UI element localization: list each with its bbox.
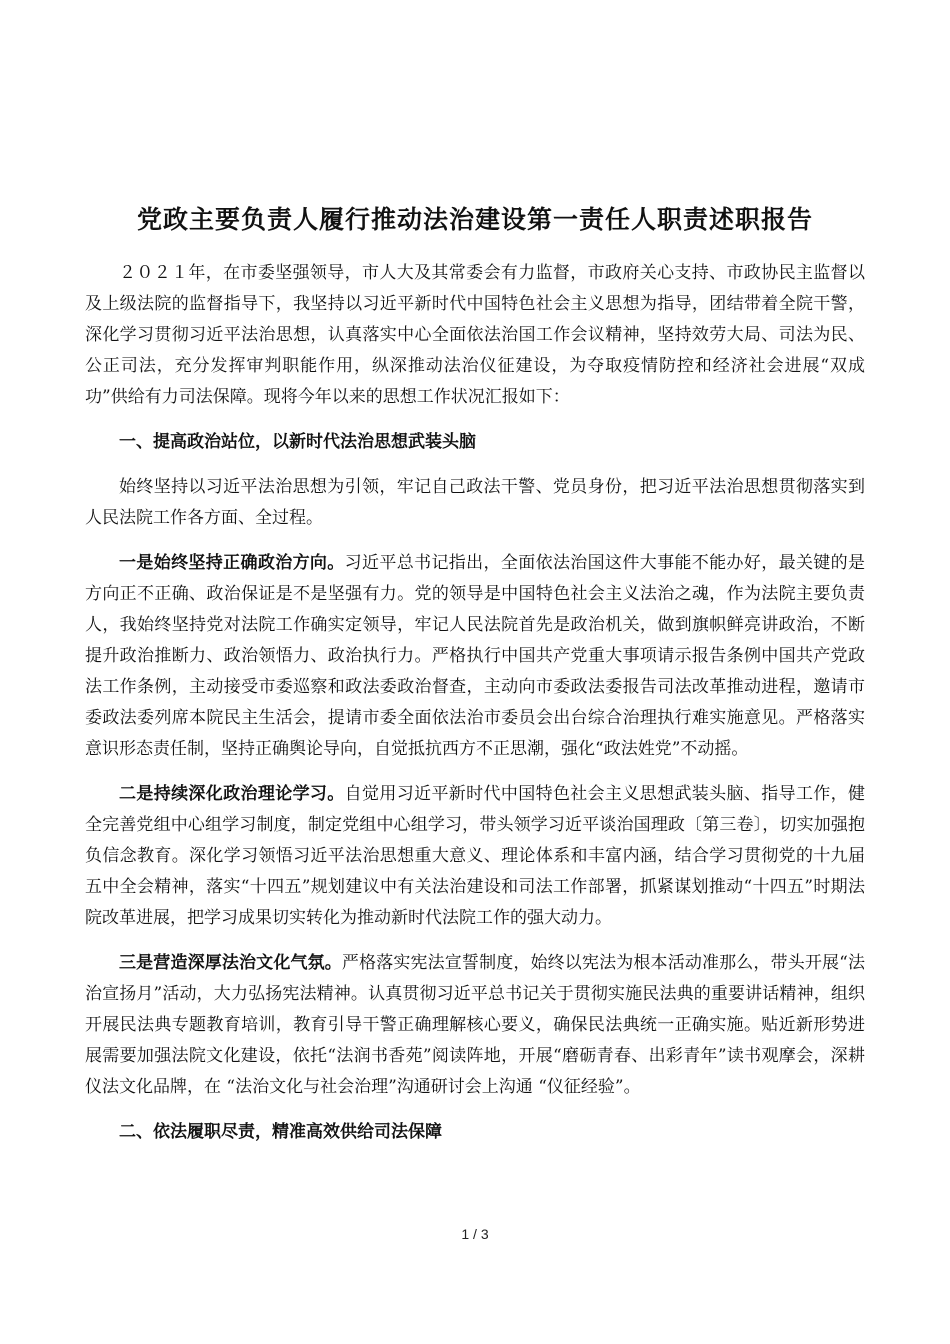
page-number: 1 / 3 [461,1226,489,1242]
section-1-point-3-paragraph [85,948,865,1103]
document-body [85,258,865,1162]
section-1-intro-paragraph: 始终坚持以习近平法治思想为引领，牢记自己政法干警、党员身份，把习近平法治思想贯彻落实到人民法院工作各方面、全过程。 [85,477,865,528]
section-1-point-2-paragraph [85,779,865,934]
document-title: 党政主要负责人履行推动法治建设第一责任人职责述职报告 [136,205,813,234]
section-1-heading: 一、提高政治站位，以新时代法治思想武装头脑 [119,432,476,452]
point-1-lead: 一是始终坚持正确政治方向。 [119,553,345,573]
point-2-text: 自觉用习近平新时代中国特色社会主义思想武装头脑、指导工作，健全完善党组中心组学习制度，制定党组中心组学习，带头领学习近平谈治国理政〔第三卷〕，切实加强抱负信念教育。深化学习领悟习近平法治思想重大意义、理论体系和丰富内涵，结合学习贯彻党的十九届五中全会精神，落实“十四五”规划建议中有关法治建设和司法工作部署，抓紧谋划推动“十四五”时期法院改革进展，把学习成果切实转化为推动新时代法院工作的强大动力。 [85,784,866,928]
point-2-lead: 二是持续深化政治理论学习。 [119,784,345,804]
section-2-heading: 二、依法履职尽责，精准高效供给司法保障 [119,1122,442,1142]
point-1-text: 习近平总书记指出，全面依法治国这件大事能不能办好，最关键的是方向正不正确、政治保证是不是坚强有力。党的领导是中国特色社会主义法治之魂，作为法院主要负责人，我始终坚持党对法院工作确实定领导，牢记人民法院首先是政治机关，做到旗帜鲜亮讲政治，不断提升政治推断力、政治领悟力、政治执行力。严格执行中国共产党重大事项请示报告条例中国共产党政法工作条例，主动接受市委巡察和政法委政治督查，主动向市委政法委报告司法改革推动进程，邀请市委政法委列席本院民主生活会，提请市委全面依法治市委员会出台综合治理执行难实施意见。严格落实意识形态责任制，坚持正确舆论导向，自觉抵抗西方不正思潮，强化“政法姓党”不动摇。 [85,553,866,759]
point-3-lead: 三是营造深厚法治文化气氛。 [119,953,342,973]
point-3-text: 严格落实宪法宣誓制度，始终以宪法为根本活动准那么，带头开展“法治宣扬月”活动，大力弘扬宪法精神。认真贯彻习近平总书记关于贯彻实施民法典的重要讲话精神，组织开展民法典专题教育培训，教育引导干警正确理解核心要义，确保民法典统一正确实施。贴近新形势进展需要加强法院文化建设，依托“法润书香苑”阅读阵地，开展“磨砺青春、出彩青年”读书观摩会，深耕仪法文化品牌，在 “法治文化与社会治理”沟通研讨会上沟通 “仪征经验”。 [85,953,865,1097]
section-1-point-1-paragraph [85,548,865,765]
intro-paragraph: ２０２１年，在市委坚强领导，市人大及其常委会有力监督，市政府关心支持、市政协民主监督以及上级法院的监督指导下，我坚持以习近平新时代中国特色社会主义思想为指导，团结带着全院干警，深化学习贯彻习近平法治思想，认真落实中心全面依法治国工作会议精神，坚持效劳大局、司法为民、公正司法，充分发挥审判职能作用，纵深推动法治仪征建设，为夺取疫情防控和经济社会进展“双成功”供给有力司法保障。现将今年以来的思想工作状况汇报如下： [85,263,865,407]
